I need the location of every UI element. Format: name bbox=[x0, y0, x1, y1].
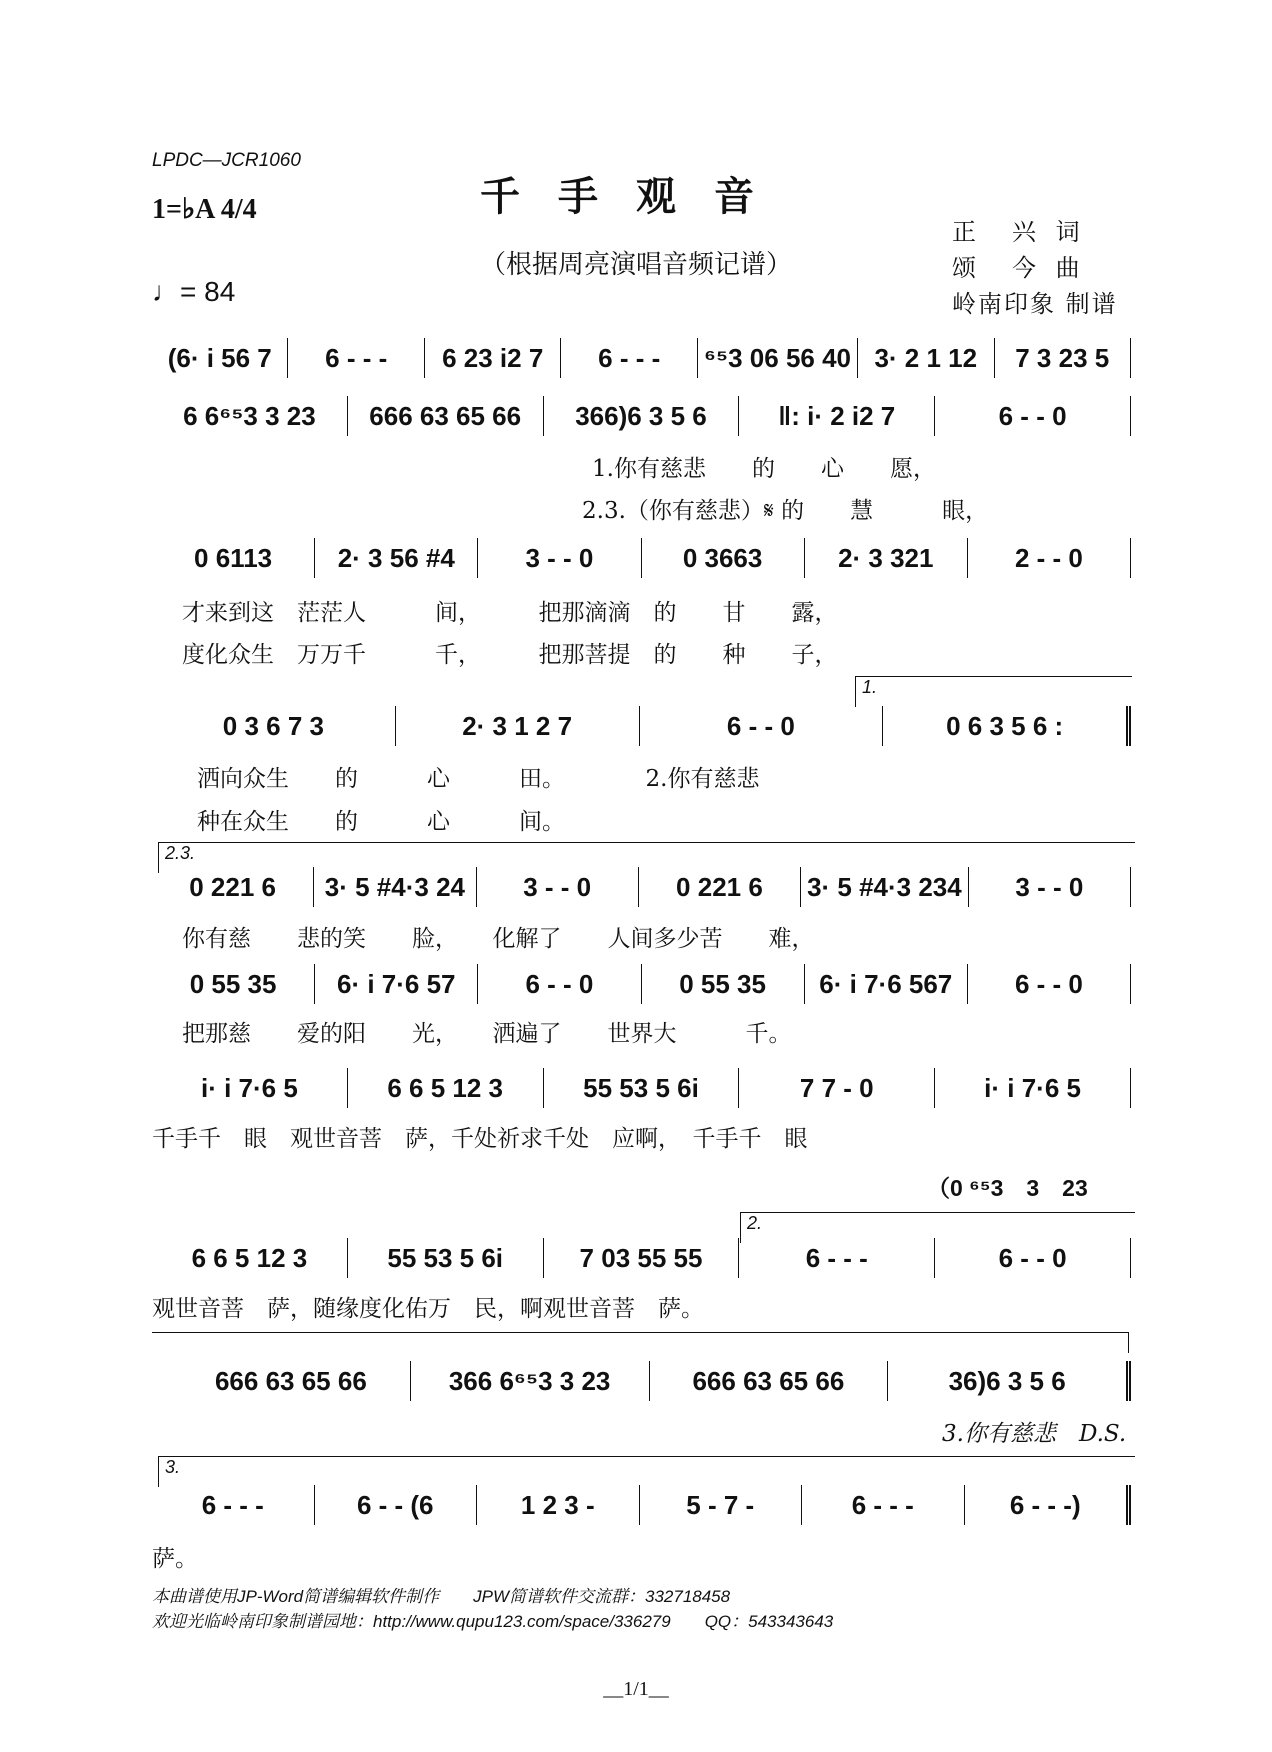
score-row bbox=[152, 538, 1131, 578]
volta-2-3: 2.3. bbox=[158, 842, 1135, 873]
measure: 3· 5 #4·3 234 bbox=[801, 867, 969, 907]
bracket-line bbox=[152, 1332, 1129, 1353]
tempo-marking: ♩= 84 bbox=[152, 276, 236, 307]
alt-notes: （0 ⁶⁵3 3 23 bbox=[927, 1175, 1088, 1201]
measure: 55 53 5 6i bbox=[544, 1068, 740, 1108]
measure: 2· 3 321 bbox=[805, 538, 968, 578]
measure: 0 3663 bbox=[642, 538, 805, 578]
lyric-line: 你有慈 悲的笑 脸， 化解了 人间多少苦 难， bbox=[182, 926, 815, 952]
measure: (6· i 56 7 bbox=[152, 338, 288, 378]
volta-3: 3. bbox=[158, 1456, 1135, 1487]
measure: 3 - - 0 bbox=[478, 538, 641, 578]
score-row bbox=[152, 964, 1131, 1004]
lyric-line: 度化众生 万万千 千， 把那菩提 的 种 子， bbox=[182, 642, 838, 668]
measure: 666 63 65 66 bbox=[172, 1361, 411, 1401]
measure: 6· i 7·6 57 bbox=[315, 964, 478, 1004]
measure: 3 - - 0 bbox=[969, 867, 1131, 907]
measure: 0 221 6 bbox=[639, 867, 801, 907]
measure: 6 - - -) bbox=[965, 1485, 1132, 1525]
measure: 2· 3 1 2 7 bbox=[396, 706, 640, 746]
measure: 36)6 3 5 6 bbox=[888, 1361, 1131, 1401]
measure: 3 - - 0 bbox=[477, 867, 639, 907]
lyric-line: 3.你有慈悲 D.S. bbox=[942, 1421, 1127, 1447]
measure: 6 23 i2 7 bbox=[425, 338, 561, 378]
measure: 5 - 7 - bbox=[640, 1485, 803, 1525]
page-title: 千手观音 bbox=[480, 173, 792, 220]
measure: 0 6113 bbox=[152, 538, 315, 578]
lyric-line: 2.3.（你有慈悲）𝄋 的 慧 眼， bbox=[582, 498, 989, 524]
lyric-line: 种在众生 的 心 间。 bbox=[197, 809, 565, 835]
measure: 666 63 65 66 bbox=[650, 1361, 889, 1401]
lyric-line: 把那慈 爱的阳 光， 洒遍了 世界大 千。 bbox=[182, 1021, 792, 1047]
score-row bbox=[172, 1361, 1131, 1401]
measure: 6 6⁶⁵3 3 23 bbox=[152, 396, 348, 436]
lyric-line: 千手千 眼 观世音菩 萨，千处祈求千处 应啊， 千手千 眼 bbox=[152, 1126, 808, 1152]
page-number: __1/1__ bbox=[603, 1678, 669, 1700]
score-row bbox=[152, 1485, 1131, 1525]
subtitle: （根据周亮演唱音频记谱） bbox=[479, 250, 792, 280]
measure: 6 - - - bbox=[561, 338, 697, 378]
measure: 2 - - 0 bbox=[968, 538, 1131, 578]
score-row bbox=[152, 1238, 1131, 1278]
measure: 6 6 5 12 3 bbox=[152, 1238, 348, 1278]
measure: 6· i 7·6 567 bbox=[805, 964, 968, 1004]
measure: 6 6 5 12 3 bbox=[348, 1068, 544, 1108]
measure: 0 6 3 5 6 : bbox=[883, 706, 1131, 746]
measure: 7 03 55 55 bbox=[544, 1238, 740, 1278]
measure: 6 - - - bbox=[739, 1238, 935, 1278]
footer-line-2: 欢迎光临岭南印象制谱园地：http://www.qupu123.com/space/336279 QQ：543343643 bbox=[152, 1612, 834, 1631]
score-row bbox=[152, 706, 1131, 746]
score-row bbox=[152, 867, 1131, 907]
score-code: LPDC—JCR1060 bbox=[152, 150, 301, 171]
measure: 7 7 - 0 bbox=[739, 1068, 935, 1108]
measure: 0 3 6 7 3 bbox=[152, 706, 396, 746]
lyric-line: 萨。 bbox=[152, 1546, 198, 1572]
measure: 6 - - 0 bbox=[968, 964, 1131, 1004]
measure: 6 - - 0 bbox=[935, 1238, 1131, 1278]
volta-2: 2. bbox=[740, 1212, 1135, 1243]
measure: 2· 3 56 #4 bbox=[315, 538, 478, 578]
measure: 6 - - (6 bbox=[315, 1485, 478, 1525]
key-signature: 1=♭A 4/4 bbox=[152, 194, 257, 225]
measure: 0 221 6 bbox=[152, 867, 314, 907]
measure: 7 3 23 5 bbox=[995, 338, 1131, 378]
measure: 6 - - 0 bbox=[478, 964, 641, 1004]
measure: 6 - - - bbox=[152, 1485, 315, 1525]
score-row bbox=[152, 338, 1131, 378]
measure: 55 53 5 6i bbox=[348, 1238, 544, 1278]
lyric-line: 洒向众生 的 心 田。 2.你有慈悲 bbox=[197, 766, 760, 792]
measure: 0 55 35 bbox=[152, 964, 315, 1004]
arranger-credit: 岭南印象 制谱 bbox=[952, 290, 1118, 318]
score-row bbox=[152, 396, 1131, 436]
measure: 6 - - - bbox=[288, 338, 424, 378]
volta-1: 1. bbox=[855, 676, 1132, 707]
measure: i· i 7·6 5 bbox=[152, 1068, 348, 1108]
composer-credit: 颂 今 曲 bbox=[952, 254, 1086, 282]
measure: 0 55 35 bbox=[642, 964, 805, 1004]
measure: 3· 5 #4·3 24 bbox=[314, 867, 476, 907]
lyricist-credit: 正 兴 词 bbox=[952, 218, 1086, 246]
measure: ‖: i· 2 i2 7 bbox=[739, 396, 935, 436]
measure: i· i 7·6 5 bbox=[935, 1068, 1131, 1108]
footer-line-1: 本曲谱使用JP-Word简谱编辑软件制作 JPW简谱软件交流群：332718458 bbox=[152, 1587, 731, 1606]
lyric-line: 观世音菩 萨，随缘度化佑万 民，啊观世音菩 萨。 bbox=[152, 1296, 704, 1322]
measure: 6 - - 0 bbox=[640, 706, 884, 746]
lyric-line: 才来到这 茫茫人 间， 把那滴滴 的 甘 露， bbox=[182, 600, 838, 626]
measure: 666 63 65 66 bbox=[348, 396, 544, 436]
measure: ⁶⁵3 06 56 40 bbox=[698, 338, 858, 378]
measure: 6 - - 0 bbox=[935, 396, 1131, 436]
measure: 1 2 3 - bbox=[477, 1485, 640, 1525]
measure: 366)6 3 5 6 bbox=[544, 396, 740, 436]
lyric-line: 1.你有慈悲 的 心 愿， bbox=[592, 456, 936, 482]
measure: 366 6⁶⁵3 3 23 bbox=[411, 1361, 650, 1401]
measure: 3· 2 1 12 bbox=[858, 338, 994, 378]
measure: 6 - - - bbox=[802, 1485, 965, 1525]
score-row bbox=[152, 1068, 1131, 1108]
